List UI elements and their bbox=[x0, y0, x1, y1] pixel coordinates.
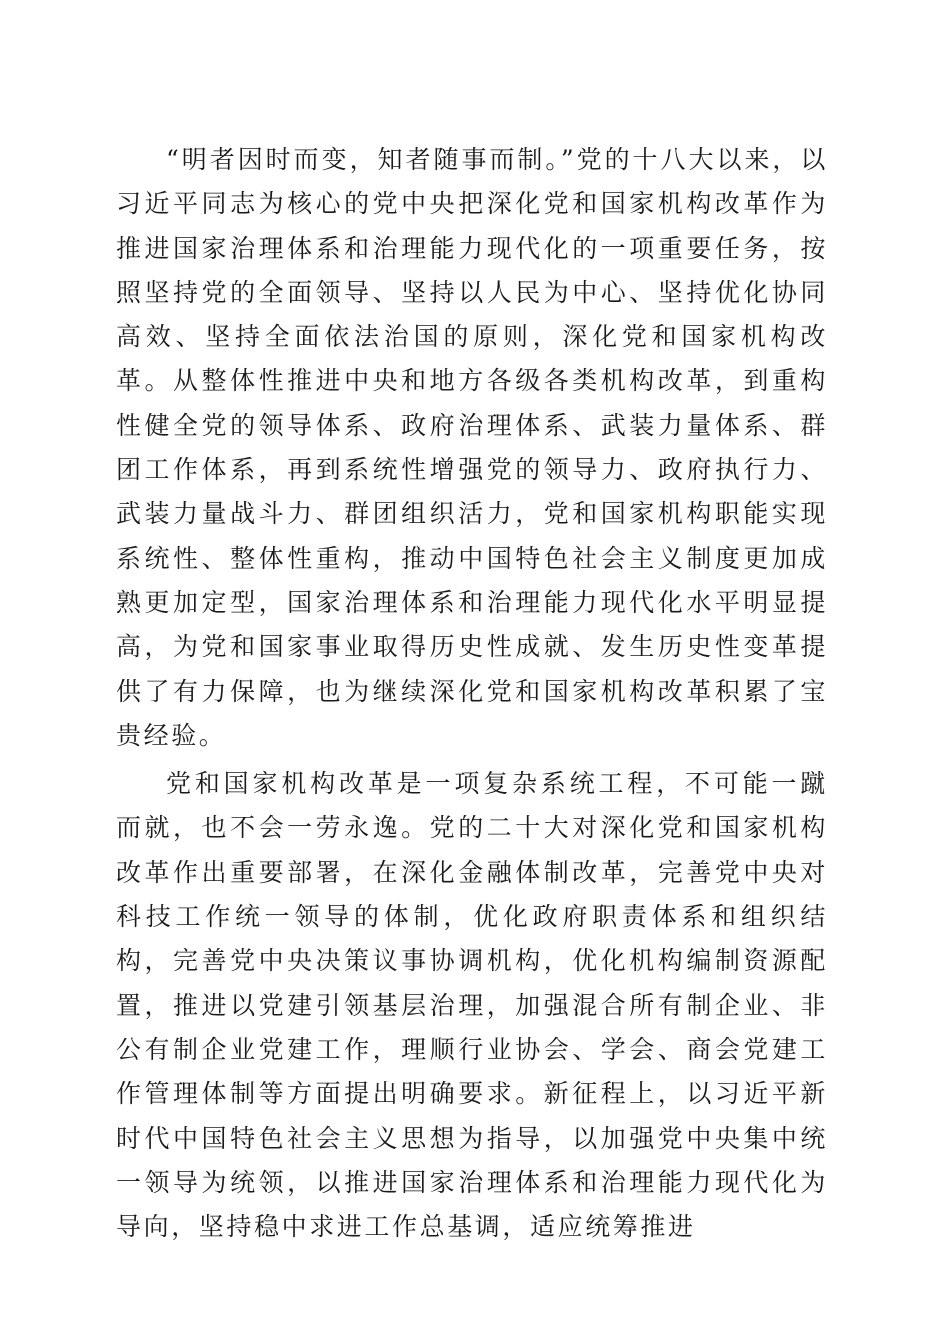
document-body bbox=[116, 138, 828, 1249]
paragraph-1: “明者因时而变，知者随事而制。”党的十八大以来，以习近平同志为核心的党中央把深化党和国家机构改革作为推进国家治理体系和治理能力现代化的一项重要任务，按照坚持党的全面领导、坚持以人民为中心、坚持优化协同高效、坚持全面依法治国的原则，深化党和国家机构改革。从整体性推进中央和地方各级各类机构改革，到重构性健全党的领导体系、政府治理体系、武装力量体系、群团工作体系，再到系统性增强党的领导力、政府执行力、武装力量战斗力、群团组织活力，党和国家机构职能实现系统性、整体性重构，推动中国特色社会主义制度更加成熟更加定型，国家治理体系和治理能力现代化水平明显提高，为党和国家事业取得历史性成就、发生历史性变革提供了有力保障，也为继续深化党和国家机构改革积累了宝贵经验。 bbox=[116, 145, 828, 750]
paragraph-2: 党和国家机构改革是一项复杂系统工程，不可能一蹴而就，也不会一劳永逸。党的二十大对深化党和国家机构改革作出重要部署，在深化金融体制改革，完善党中央对科技工作统一领导的体制，优化政府职责体系和组织结构，完善党中央决策议事协调机构，优化机构编制资源配置，推进以党建引领基层治理，加强混合所有制企业、非公有制企业党建工作，理顺行业协会、学会、商会党建工作管理体制等方面提出明确要求。新征程上，以习近平新时代中国特色社会主义思想为指导，以加强党中央集中统一领导为统领，以推进国家治理体系和治理能力现代化为导向，坚持稳中求进工作总基调，适应统筹推进 bbox=[116, 769, 828, 1242]
